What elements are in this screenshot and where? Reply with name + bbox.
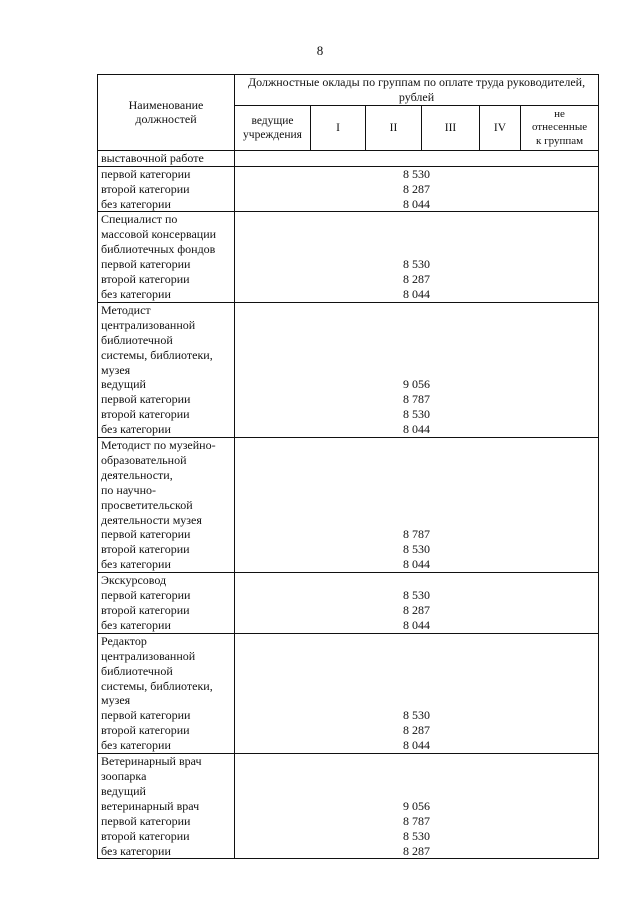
column-header-text: к группам — [535, 134, 584, 147]
salary-value — [235, 438, 598, 453]
salary-value: 8 044 — [403, 196, 431, 211]
salary-value: 8 044 — [403, 557, 431, 572]
column-header-text: III — [444, 121, 457, 134]
position-name-line: централизованной — [101, 648, 196, 663]
column-header-text: не — [554, 107, 565, 120]
salary-value — [235, 242, 598, 257]
salary-value — [235, 468, 598, 483]
position-name-line: второй категории — [101, 723, 190, 738]
salary-value: 8 530 — [403, 257, 431, 272]
position-name-line: ведущий — [101, 377, 146, 392]
position-name-line: Специалист по — [101, 212, 178, 227]
column-header-0 — [235, 105, 311, 150]
salary-value — [235, 453, 598, 468]
column-group-header: Должностные оклады по группам по оплате труда руководителей, рублей — [235, 75, 599, 106]
position-name-line: Методист по музейно- — [101, 438, 216, 453]
column-header-1 — [311, 105, 366, 150]
salary-value: 8 530 — [403, 588, 431, 603]
table-row — [98, 212, 599, 302]
column-header-text: отнесенные — [531, 121, 588, 134]
position-name-line: библиотечной — [101, 663, 173, 678]
table-row — [98, 150, 599, 166]
position-name-line: музея — [101, 362, 131, 377]
salary-value-cell — [235, 573, 599, 634]
position-name-line: Методист — [101, 302, 151, 317]
position-name-line: музея — [101, 693, 131, 708]
position-name-line: первой категории — [101, 392, 191, 407]
position-name-line: второй категории — [101, 272, 190, 287]
column-header-text: ведущие — [251, 114, 294, 127]
salary-value — [235, 227, 598, 242]
position-name-line: второй категории — [101, 542, 190, 557]
column-header-text: IV — [493, 121, 507, 134]
position-name-line: деятельности музея — [101, 512, 202, 527]
column-header-5 — [521, 105, 599, 150]
salary-value — [235, 303, 598, 318]
salary-value: 8 287 — [403, 272, 431, 287]
column-header-2 — [366, 105, 422, 150]
salary-value: 8 530 — [403, 708, 431, 723]
column-header-4 — [480, 105, 521, 150]
salary-table — [97, 74, 599, 859]
column-header-text: I — [336, 121, 340, 134]
salary-value: 8 287 — [403, 843, 431, 858]
position-name-line: деятельности, — [101, 467, 173, 482]
salary-value — [235, 754, 598, 769]
position-name-line: библиотечной — [101, 332, 173, 347]
page-number: 8 — [316, 43, 324, 58]
salary-value — [235, 693, 598, 708]
salary-value: 9 056 — [403, 798, 431, 813]
salary-value-cell — [235, 633, 599, 753]
salary-value: 9 056 — [403, 377, 431, 392]
position-name-cell — [98, 573, 235, 634]
salary-value-cell — [235, 438, 599, 573]
salary-value-cell — [235, 302, 599, 437]
position-name-cell — [98, 438, 235, 573]
salary-value: 8 787 — [403, 527, 431, 542]
salary-value: 8 787 — [403, 813, 431, 828]
position-name-line: без категории — [101, 557, 171, 572]
position-name-line: Редактор — [101, 633, 147, 648]
salary-value: 8 530 — [403, 166, 431, 181]
position-name-line: первой категории — [101, 588, 191, 603]
position-name-line: без категории — [101, 738, 171, 753]
position-name-line: образовательной — [101, 452, 187, 467]
salary-value: 8 287 — [403, 723, 431, 738]
salary-value: 8 044 — [403, 738, 431, 753]
salary-value — [235, 348, 598, 363]
position-name-line: Экскурсовод — [101, 573, 167, 588]
salary-value: 8 044 — [403, 617, 431, 632]
table-row — [98, 166, 599, 212]
position-name-line: Ветеринарный врач — [101, 754, 202, 769]
column-header-text: учреждения — [243, 128, 302, 141]
position-name-line: без категории — [101, 196, 171, 211]
salary-value: 8 787 — [403, 392, 431, 407]
position-name-cell — [98, 302, 235, 437]
salary-value: 8 530 — [403, 542, 431, 557]
position-name-line: ветеринарный врач — [101, 798, 200, 813]
position-name-line: первой категории — [101, 708, 191, 723]
table-row — [98, 754, 599, 859]
position-name-line: по научно- — [101, 482, 157, 497]
salary-value-cell — [235, 212, 599, 302]
salary-value: 8 530 — [403, 407, 431, 422]
position-name-cell — [98, 150, 235, 166]
salary-value — [235, 769, 598, 784]
table-row — [98, 573, 599, 634]
position-name-line: второй категории — [101, 181, 190, 196]
salary-value — [235, 649, 598, 664]
salary-value — [235, 634, 598, 649]
salary-value-cell — [235, 754, 599, 859]
position-name-cell — [98, 212, 235, 302]
position-name-line: ведущий — [101, 783, 146, 798]
salary-value — [235, 664, 598, 679]
position-name-line: второй категории — [101, 828, 190, 843]
salary-value — [235, 483, 598, 498]
salary-value — [235, 212, 598, 227]
position-name-line: первой категории — [101, 257, 191, 272]
position-name-line: без категории — [101, 422, 171, 437]
salary-value — [235, 498, 598, 513]
salary-value: 8 530 — [403, 828, 431, 843]
position-name-cell — [98, 754, 235, 859]
position-name-line: выставочной работе — [101, 150, 204, 165]
position-name-line: массовой консервации — [101, 227, 217, 242]
salary-value — [235, 333, 598, 348]
salary-value: 8 044 — [403, 422, 431, 437]
position-name-line: зоопарка — [101, 768, 147, 783]
salary-value-cell — [235, 150, 599, 166]
salary-value — [235, 679, 598, 694]
position-name-line: первой категории — [101, 166, 191, 181]
position-name-line: централизованной — [101, 317, 196, 332]
table-row — [98, 633, 599, 753]
salary-value — [235, 784, 598, 799]
salary-value-cell — [235, 166, 599, 212]
position-name-line: без категории — [101, 286, 171, 301]
position-name-line: системы, библиотеки, — [101, 678, 213, 693]
salary-value — [235, 513, 598, 528]
salary-value — [235, 151, 598, 166]
salary-value — [235, 363, 598, 378]
position-name-line: библиотечных фондов — [101, 242, 216, 257]
position-name-line: второй категории — [101, 407, 190, 422]
column-header-text: II — [389, 121, 398, 134]
column-header-3 — [422, 105, 480, 150]
position-name-line: без категории — [101, 843, 171, 858]
table-row — [98, 302, 599, 437]
salary-value — [235, 318, 598, 333]
salary-value — [235, 573, 598, 588]
salary-value: 8 044 — [403, 286, 431, 301]
position-name-line: без категории — [101, 617, 171, 632]
column-header-name: Наименование должностей — [98, 75, 235, 151]
position-name-cell — [98, 633, 235, 753]
position-name-line: первой категории — [101, 813, 191, 828]
position-name-line: просветительской — [101, 497, 193, 512]
position-name-line: системы, библиотеки, — [101, 347, 213, 362]
position-name-line: второй категории — [101, 603, 190, 617]
table-row — [98, 438, 599, 573]
salary-value: 8 287 — [403, 603, 431, 617]
salary-value: 8 287 — [403, 181, 431, 196]
position-name-line: первой категории — [101, 527, 191, 542]
position-name-cell — [98, 166, 235, 212]
